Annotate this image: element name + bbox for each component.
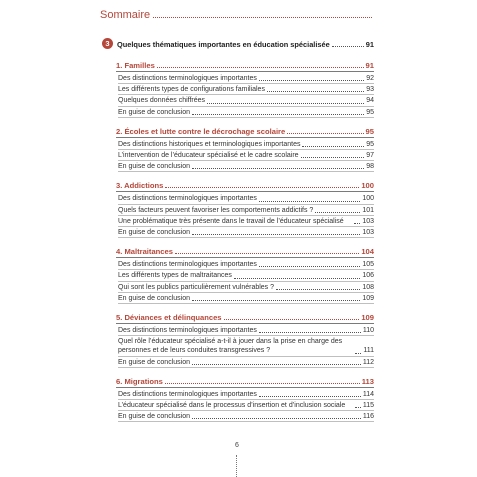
chapter-heading[interactable] <box>116 177 374 192</box>
part-title: Quelques thématiques importantes en éducation spécialisée <box>117 40 330 49</box>
entry-title: L’intervention de l’éducateur spécialisé et le cadre scolaire <box>118 152 299 160</box>
part-number-badge: 3 <box>102 38 113 49</box>
dot-leader <box>192 418 361 419</box>
toc-entry[interactable] <box>118 325 374 336</box>
toc-title: Sommaire <box>100 9 151 21</box>
dot-leader <box>267 91 364 92</box>
footer-dotted-line <box>236 455 237 477</box>
entry-page: 112 <box>362 358 374 366</box>
chapter-title: 3. Addictions <box>116 181 164 191</box>
toc-entry[interactable] <box>118 216 374 227</box>
toc-header <box>100 8 372 22</box>
entry-page: 92 <box>366 75 374 82</box>
entry-title: Quelques données chiffrées <box>118 97 206 105</box>
entry-page: 100 <box>362 195 374 203</box>
entry-title: Des distinctions terminologiques importantes <box>118 261 257 269</box>
chapter-title: 4. Maltraitances <box>116 247 173 257</box>
toc-entry[interactable] <box>118 95 374 106</box>
chapter-page: 91 <box>365 61 374 70</box>
dot-leader <box>259 396 361 397</box>
entry-title: Quels facteurs peuvent favoriser les comportements addictifs ? <box>118 206 314 214</box>
entry-title: Des distinctions historiques et terminologiques importantes <box>118 140 301 148</box>
entry-title: Les différents types de maltraitances <box>118 272 232 280</box>
toc-entry[interactable] <box>118 389 374 400</box>
chapter-page: 100 <box>361 181 374 191</box>
entry-title: Des distinctions terminologiques importantes <box>118 195 257 203</box>
entry-page: 115 <box>362 402 374 410</box>
entry-page: 101 <box>362 206 374 214</box>
toc-entry[interactable] <box>118 270 374 281</box>
toc-entry[interactable] <box>118 259 374 270</box>
dot-leader <box>302 146 364 147</box>
dot-leader <box>157 67 364 68</box>
chapter-page: 95 <box>365 126 374 136</box>
entry-list <box>118 325 374 368</box>
entry-title: Des distinctions terminologiques importantes <box>118 327 257 335</box>
toc-entry[interactable] <box>118 84 374 95</box>
entry-page: 103 <box>362 229 374 237</box>
dot-leader <box>165 187 359 188</box>
entry-list <box>118 259 374 304</box>
toc-entry[interactable] <box>118 107 374 118</box>
page-number: 6 <box>235 442 239 449</box>
entry-page: 97 <box>366 152 374 160</box>
entry-list <box>118 73 374 118</box>
dot-leader <box>192 300 360 301</box>
toc-entry[interactable] <box>118 150 374 161</box>
dot-leader <box>259 266 360 267</box>
toc-entry[interactable] <box>118 357 374 368</box>
entry-page: 94 <box>366 97 374 105</box>
header-dotted-rule <box>153 8 372 18</box>
entry-title: Des distinctions terminologiques importantes <box>118 75 257 82</box>
entry-page: 103 <box>362 217 374 225</box>
toc-entry[interactable] <box>118 336 374 356</box>
dot-leader <box>332 46 364 47</box>
chapter-heading[interactable] <box>116 123 374 138</box>
chapter-title: 2. Écoles et lutte contre le décrochage scolaire <box>116 126 286 136</box>
chapter-heading[interactable] <box>116 373 374 388</box>
dot-leader <box>276 289 360 290</box>
entry-title: Les différents types de configurations familiales <box>118 86 265 94</box>
entry-page: 98 <box>366 163 374 171</box>
entry-title: Des distinctions terminologiques importantes <box>118 390 257 398</box>
chapter-page: 113 <box>361 376 374 386</box>
chapter-heading[interactable] <box>116 243 374 258</box>
entry-page: 111 <box>363 347 374 355</box>
entry-title: En guise de conclusion <box>118 413 190 421</box>
dot-leader <box>175 253 359 254</box>
dot-leader <box>259 201 360 202</box>
entry-title: En guise de conclusion <box>118 229 190 237</box>
entry-page: 105 <box>362 261 374 269</box>
part-heading[interactable] <box>102 35 374 49</box>
dot-leader <box>192 364 361 365</box>
entry-title: En guise de conclusion <box>118 294 190 302</box>
dot-leader <box>207 103 364 104</box>
entry-page: 109 <box>362 294 374 302</box>
toc-entry[interactable] <box>118 139 374 150</box>
dot-leader <box>224 319 360 320</box>
chapter-list <box>102 57 374 422</box>
entry-page: 93 <box>366 86 374 94</box>
entry-page: 95 <box>366 140 374 148</box>
toc-entry[interactable] <box>118 400 374 411</box>
dot-leader <box>259 80 364 81</box>
toc-entry[interactable] <box>118 227 374 238</box>
part-page: 91 <box>365 40 374 49</box>
dot-leader <box>165 383 360 384</box>
entry-list <box>118 139 374 173</box>
entry-title: En guise de conclusion <box>118 163 190 171</box>
dot-leader <box>192 168 364 169</box>
chapter-title: 5. Déviances et délinquances <box>116 313 222 323</box>
entry-page: 116 <box>362 413 374 421</box>
dot-leader <box>354 223 360 224</box>
chapter-title: 6. Migrations <box>116 376 163 386</box>
dot-leader <box>259 332 361 333</box>
dot-leader <box>192 114 364 115</box>
dot-leader <box>234 278 360 279</box>
toc-entry[interactable] <box>118 411 374 422</box>
chapter-title: 1. Familles <box>116 61 155 70</box>
entry-page: 106 <box>362 272 374 280</box>
entry-title: Qui sont les publics particulièrement vulnérables ? <box>118 283 275 291</box>
entry-title: Quel rôle l’éducateur spécialisé a-t-il à jouer dans la prise en charge des personnes et de leurs conduites transgressives ? <box>118 338 343 355</box>
toc-entry[interactable] <box>118 193 374 204</box>
toc-entry[interactable] <box>118 205 374 216</box>
entry-page: 110 <box>362 327 374 335</box>
toc-entry[interactable] <box>118 293 374 304</box>
dot-leader <box>192 234 360 235</box>
entry-page: 95 <box>366 108 374 116</box>
entry-title: En guise de conclusion <box>118 108 190 116</box>
dot-leader <box>315 212 360 213</box>
chapter-page: 109 <box>361 313 374 323</box>
entry-page: 108 <box>362 283 374 291</box>
entry-list <box>118 389 374 423</box>
toc-entry[interactable] <box>118 161 374 172</box>
entry-title: Une problématique très présente dans le travail de l’éducateur spécialisé <box>118 217 344 225</box>
chapter-heading[interactable] <box>116 309 374 324</box>
dot-leader <box>301 157 365 158</box>
dot-leader <box>355 353 361 354</box>
entry-list <box>118 193 374 238</box>
chapter-page: 104 <box>361 247 374 257</box>
table-of-contents <box>102 35 374 427</box>
toc-entry[interactable] <box>118 73 374 84</box>
dot-leader <box>287 133 363 134</box>
dot-leader <box>355 407 361 408</box>
entry-title: L’éducateur spécialisé dans le processus d’insertion et d’inclusion sociale <box>118 402 346 410</box>
entry-title: En guise de conclusion <box>118 358 190 366</box>
toc-entry[interactable] <box>118 282 374 293</box>
chapter-heading[interactable] <box>116 57 374 72</box>
entry-page: 114 <box>362 390 374 398</box>
